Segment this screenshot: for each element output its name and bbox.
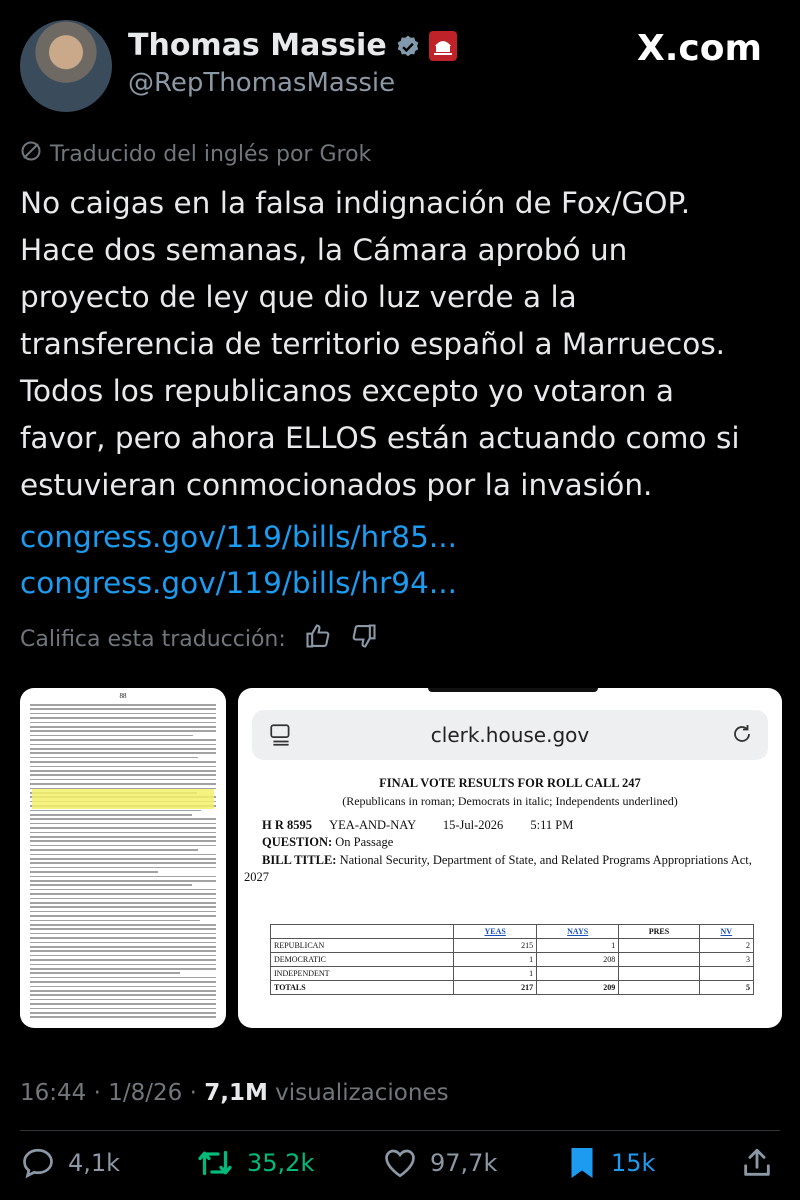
vote-table-row [271, 953, 754, 967]
document-text-line [30, 981, 216, 983]
document-text-line [30, 999, 216, 1001]
document-text-line [30, 713, 216, 715]
document-text-line [30, 726, 216, 728]
document-text-line [30, 964, 216, 966]
document-text-line [30, 1003, 216, 1005]
vote-table-cell: 5 [699, 981, 753, 995]
reply-icon [20, 1145, 56, 1181]
repost-icon [195, 1145, 235, 1181]
vote-date: 15-Jul-2026 [442, 818, 504, 832]
document-text-line [30, 827, 216, 829]
document-text-line [30, 730, 216, 732]
vote-table-header[interactable]: YEAS [454, 925, 537, 939]
document-text-line [30, 836, 216, 838]
x-com-logo: X.com [636, 28, 762, 69]
document-text-line [30, 876, 216, 878]
document-text-line [30, 761, 216, 763]
document-text-line [30, 748, 216, 750]
gop-badge-icon[interactable] [429, 31, 457, 61]
vote-table-cell [619, 939, 699, 953]
vote-table-cell: 1 [537, 939, 619, 953]
document-text-line [30, 959, 216, 961]
share-button[interactable] [740, 1145, 774, 1181]
tweet-time[interactable]: 16:44 [20, 1080, 87, 1106]
divider [20, 1130, 780, 1131]
document-text-line [30, 871, 158, 873]
reload-icon[interactable] [730, 722, 754, 750]
document-text-line [30, 708, 216, 710]
document-text-line [30, 858, 216, 860]
roll-call-subtitle: (Republicans in roman; Democrats in italic; Independents underlined) [342, 794, 678, 808]
vote-type: YEA-AND-NAY [329, 818, 416, 832]
document-text-line [30, 739, 216, 741]
thumbs-down-icon[interactable] [350, 622, 378, 656]
vote-table-cell [619, 967, 699, 981]
author-name-row[interactable] [128, 28, 457, 63]
document-text-line [30, 898, 216, 900]
document-text-line [30, 840, 216, 842]
document-text-line [30, 757, 198, 759]
vote-table-cell [619, 953, 699, 967]
document-text-line [30, 906, 216, 908]
author-handle[interactable]: @RepThomasMassie [128, 68, 396, 98]
bookmark-button[interactable] [565, 1145, 655, 1181]
document-text-line [30, 955, 216, 957]
question-line [262, 835, 393, 850]
document-text-line [30, 893, 216, 895]
tweet-link-2[interactable]: congress.gov/119/bills/hr94... [20, 566, 457, 600]
bill-title-line [244, 852, 774, 886]
document-text-line [30, 994, 216, 996]
bill-title-label: BILL TITLE: [262, 853, 337, 867]
views-label: visualizaciones [275, 1080, 449, 1106]
document-text-line [30, 704, 216, 706]
document-text-line [30, 717, 216, 719]
vote-table-cell: 3 [699, 953, 753, 967]
vote-table-cell: 1 [454, 967, 537, 981]
vote-table-cell [537, 967, 619, 981]
vote-table-cell: TOTALS [271, 981, 454, 995]
url-text[interactable]: clerk.house.gov [430, 723, 590, 747]
document-text-line [30, 911, 216, 913]
like-button[interactable] [382, 1145, 497, 1181]
vote-table-header: PRES [619, 925, 699, 939]
question-label: QUESTION: [262, 835, 333, 849]
repost-count: 35,2k [247, 1149, 315, 1177]
document-text-line [30, 933, 216, 935]
vote-table-cell: 215 [454, 939, 537, 953]
like-count: 97,7k [430, 1149, 498, 1177]
repost-button[interactable] [195, 1145, 314, 1181]
media-image-roll-call[interactable] [238, 688, 782, 1028]
view-count: 7,1M [204, 1080, 268, 1106]
vote-table-cell: 2 [699, 939, 753, 953]
document-text-line [30, 920, 200, 922]
vote-table-row [271, 939, 754, 953]
bookmark-icon [565, 1145, 599, 1181]
browser-url-bar[interactable] [252, 710, 768, 760]
bill-number: H R 8595 [262, 818, 312, 832]
vote-table-row [271, 981, 754, 995]
document-text-line [30, 722, 216, 724]
document-text-line [30, 854, 216, 856]
author-name[interactable]: Thomas Massie [128, 28, 387, 63]
document-text-line [30, 849, 198, 851]
tweet-text: No caigas en la falsa indignación de Fox/GOP. Hace dos semanas, la Cámara aprobó un proyecto de ley que dio luz verde a la transferencia de territorio español a Marruecos. Todos los republicanos excepto yo votaron a favor, pero ahora ELLOS están actuando como si estuvieran conmocionados por la invasión. [20, 186, 740, 502]
document-text-line [30, 752, 216, 754]
vote-table-cell: INDEPENDENT [271, 967, 454, 981]
document-text-line [30, 783, 216, 785]
vote-table-cell: 208 [537, 953, 619, 967]
vote-table-header[interactable]: NAYS [537, 925, 619, 939]
document-text-line [30, 884, 192, 886]
document-text-line [30, 770, 216, 772]
vote-table-cell: 209 [537, 981, 619, 995]
vote-table-row [271, 967, 754, 981]
document-text-line [30, 823, 216, 825]
document-text-line [30, 810, 201, 812]
document-text-line [30, 1008, 216, 1010]
document-text-line [30, 1016, 216, 1018]
document-text-line [30, 937, 216, 939]
document-text-line [30, 818, 216, 820]
media-image-document[interactable] [20, 688, 226, 1028]
document-text-line [30, 902, 216, 904]
document-text-line [30, 924, 216, 926]
share-icon [740, 1145, 774, 1181]
document-text-line [30, 942, 216, 944]
tweet-date[interactable]: 1/8/26 [108, 1080, 183, 1106]
tweet-meta: 16:44 · 1/8/26 · 7,1M visualizaciones [20, 1080, 449, 1106]
vote-table-cell: 217 [454, 981, 537, 995]
question-value: On Passage [335, 835, 394, 849]
vote-table-cell: 1 [454, 953, 537, 967]
bookmark-count: 15k [611, 1149, 656, 1177]
document-text-line [30, 744, 216, 746]
document-text-line [30, 990, 216, 992]
document-text-line [30, 862, 216, 864]
document-text-line [30, 1012, 216, 1014]
document-text-line [30, 735, 193, 737]
document-text-line [30, 977, 216, 979]
roll-call-title: FINAL VOTE RESULTS FOR ROLL CALL 247 [379, 776, 641, 790]
vote-table-cell [619, 981, 699, 995]
phone-notch [428, 688, 598, 692]
vote-time: 5:11 PM [530, 818, 574, 832]
vote-table-cell [699, 967, 753, 981]
heart-icon [382, 1145, 418, 1181]
vote-table [270, 924, 754, 995]
action-bar [20, 1145, 780, 1189]
document-text-line [30, 986, 216, 988]
translation-notice-text: Traducido del inglés por Grok [50, 141, 372, 167]
vote-table-header[interactable]: NV [699, 925, 753, 939]
document-page-number: 88 [119, 692, 127, 700]
document-text-line [30, 950, 216, 952]
rate-translation [20, 622, 378, 656]
tweet-link-1[interactable]: congress.gov/119/bills/hr85... [20, 520, 457, 554]
translate-icon [20, 140, 42, 168]
document-text-line [30, 774, 216, 776]
thumbs-up-icon[interactable] [304, 622, 332, 656]
avatar[interactable] [20, 20, 112, 112]
document-text-line [30, 814, 192, 816]
document-highlight [32, 789, 214, 809]
document-text-line [30, 832, 216, 834]
document-text-line [30, 867, 216, 869]
roll-call-bill-line [262, 818, 573, 833]
reply-button[interactable] [20, 1145, 120, 1181]
vote-table-header [271, 925, 454, 939]
translation-notice [20, 140, 371, 168]
bill-title-value: National Security, Department of State, and Related Programs Appropriations Act, 2027 [244, 853, 752, 884]
document-text-line [30, 845, 216, 847]
document-text-line [30, 880, 216, 882]
verified-badge-icon[interactable] [395, 33, 421, 59]
document-text-line [30, 779, 216, 781]
rate-translation-label: Califica esta traducción: [20, 626, 286, 652]
document-text-line [30, 766, 216, 768]
document-text-line [30, 968, 216, 970]
document-text-line [30, 889, 216, 891]
document-text-line [30, 946, 216, 948]
document-text-line [30, 915, 216, 917]
vote-table-cell: REPUBLICAN [271, 939, 454, 953]
reply-count: 4,1k [68, 1149, 121, 1177]
vote-table-cell: DEMOCRATIC [271, 953, 454, 967]
document-text-line [30, 928, 216, 930]
document-text-line [30, 972, 180, 974]
